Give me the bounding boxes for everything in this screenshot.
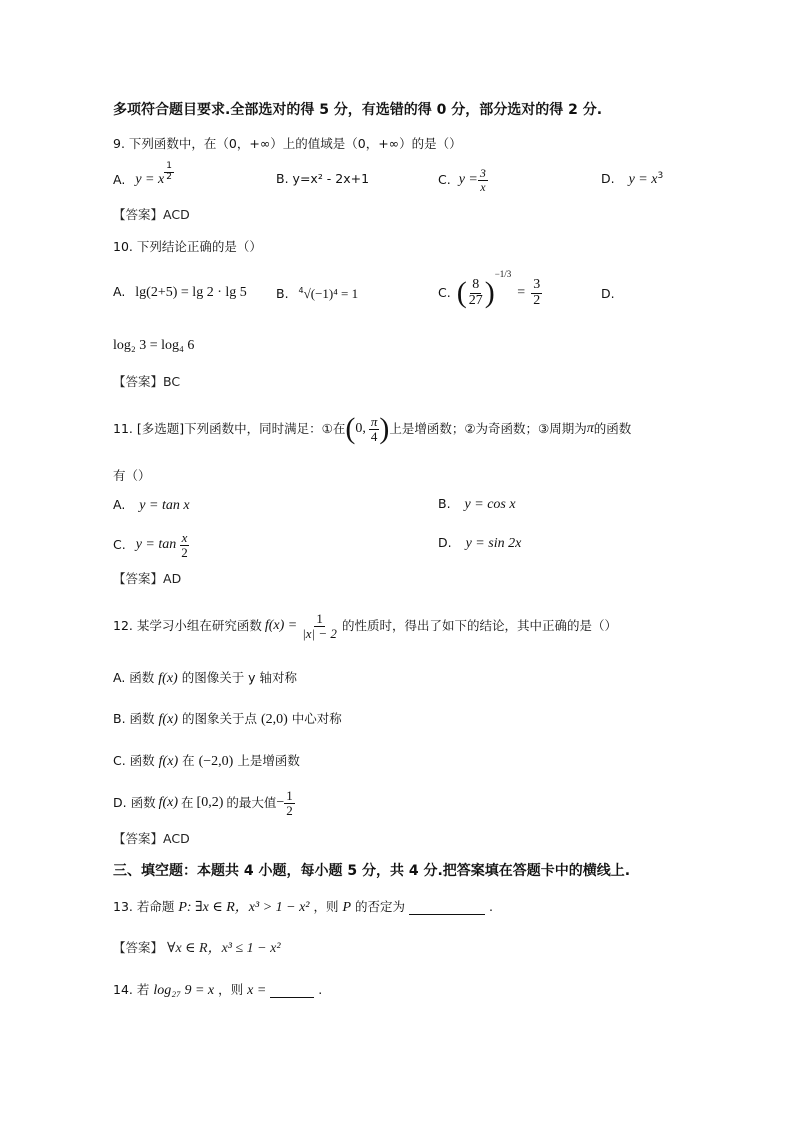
question-14-stem: 14. 若 log₂₇ 9 = x ，则 x = . (113, 982, 323, 998)
fraction: $\frac{3}{2}$ (533, 276, 541, 308)
question-11-stem: 11. [多选题]下列函数中，同时满足：①在 ( 0, $\frac{\pi}{4}$ ) 上是增函数；②为奇函数；③周期为 π 的函数 (113, 412, 632, 445)
q11-option-c: C. y = tan $\frac{x}{2}$ (113, 529, 188, 560)
exponent-fraction: $\frac{1}{2}$ (166, 161, 172, 182)
fraction: $\frac{1}{|x| - 2}$ (302, 610, 337, 641)
answer-blank[interactable] (409, 904, 485, 915)
q12-answer: 【答案】ACD (113, 831, 190, 846)
q9-option-c: C. y = $\frac{3}{x}$ (438, 165, 486, 194)
q10-answer: 【答案】BC (113, 374, 181, 389)
fraction: $\frac{3}{x}$ (479, 165, 486, 194)
q9-option-a (113, 161, 174, 195)
q11-option-b: B. y = cos x (438, 496, 516, 512)
right-paren: ) (379, 412, 390, 445)
question-13-stem: 13. 若命题 P: ∃x ∈ R，x³ > 1 − x² ，则 P 的否定为 . (113, 899, 493, 915)
right-paren: ) (484, 276, 495, 309)
section-instruction: 多项符合题目要求.全部选对的得 5 分，有选错的得 0 分，部分选对的得 2 分. (113, 102, 603, 118)
q10-option-b: B. $^4$√(−1)⁴ = 1 (276, 286, 359, 302)
fraction: $\frac{8}{27}$ (468, 276, 483, 308)
q12-option-c: C. 函数 f(x) 在 (−2,0) 上是增函数 (113, 753, 300, 769)
q10-option-a: A. lg(2+5) = lg 2 · lg 5 (113, 284, 247, 300)
question-9-stem: 9. 下列函数中，在（0，+∞）上的值域是（0，+∞）的是（） (113, 136, 462, 151)
q12-option-d: D. 函数 f(x) 在 [0,2) 的最大值 − $\frac{1}{2}$ (113, 787, 293, 818)
fraction: $\frac{\pi}{4}$ (370, 413, 378, 444)
option-label: A. (113, 171, 126, 187)
answer-blank[interactable] (270, 987, 314, 998)
q9-option-d: D. $y = x^3$ (601, 171, 664, 188)
q11-option-d: D. y = sin 2x (438, 535, 522, 551)
q10-option-d: log₂ 3 = log₄ 6 (113, 338, 195, 353)
q12-option-a: A. 函数 f(x) 的图像关于 y 轴对称 (113, 670, 298, 686)
q10-option-c: C. ( $\frac{8}{27}$ ) −1/3 = $\frac{3}{2}$ (438, 269, 541, 309)
q9-answer: 【答案】ACD (113, 207, 190, 222)
left-paren: ( (456, 276, 467, 309)
question-12-stem: 12. 某学习小组在研究函数 f(x) = $\frac{1}{|x| - 2}$ 的性质时，得出了如下的结论，其中正确的是（） (113, 610, 617, 641)
q11-option-a: A. y = tan x (113, 497, 190, 513)
question-10-stem: 10. 下列结论正确的是（） (113, 239, 262, 254)
q10-option-d-label: D. (601, 286, 615, 301)
fraction: $\frac{x}{2}$ (181, 529, 188, 560)
q9-option-b: B. y=x² - 2x+1 (276, 171, 370, 186)
q11-answer: 【答案】AD (113, 571, 182, 586)
section-3-heading: 三、填空题：本题共 4 小题，每小题 5 分，共 4 分.把答案填在答题卡中的横线上. (113, 863, 631, 879)
option-formula: y = x (135, 172, 165, 187)
q12-option-b: B. 函数 f(x) 的图象关于点 (2,0) 中心对称 (113, 711, 342, 727)
fraction: $\frac{1}{2}$ (286, 787, 293, 818)
q13-answer: 【答案】 ∀x ∈ R，x³ ≤ 1 − x² (113, 940, 281, 956)
question-11-stem-line2: 有（） (113, 468, 151, 483)
left-paren: ( (345, 412, 356, 445)
